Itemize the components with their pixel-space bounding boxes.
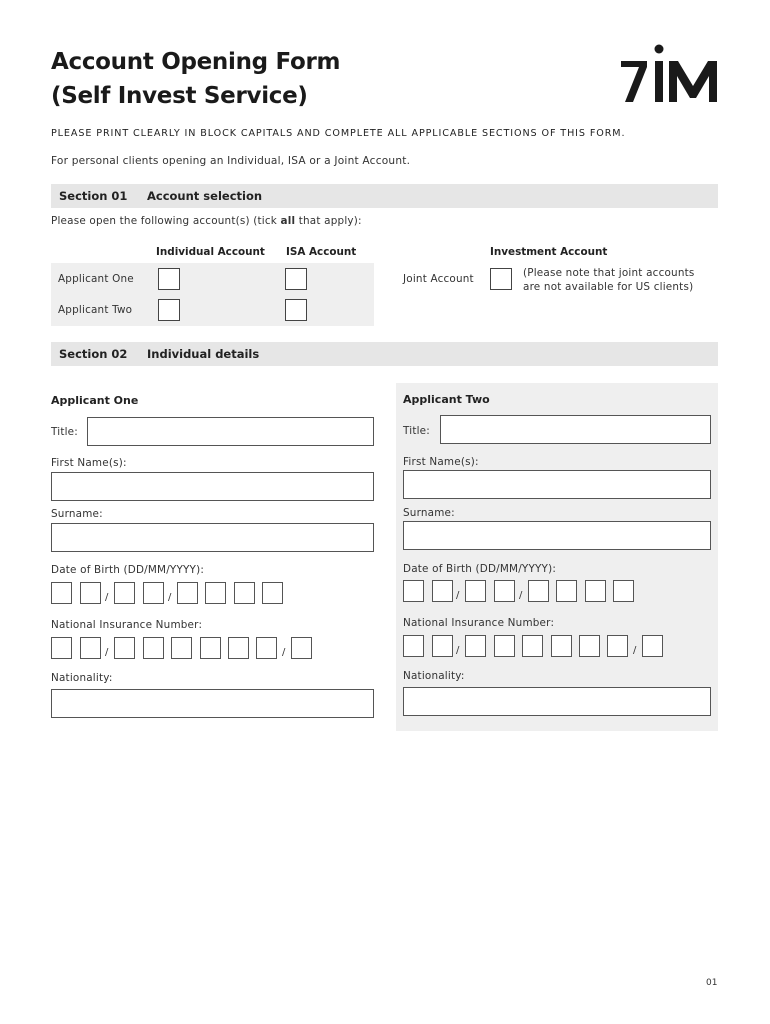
block-capitals-instruction: PLEASE PRINT CLEARLY IN BLOCK CAPITALS AND COMPLETE ALL APPLICABLE SECTIONS OF THIS FORM. bbox=[51, 128, 626, 139]
applicant-two-nationality-field[interactable] bbox=[403, 687, 711, 716]
applicant-one-ni-cell[interactable] bbox=[200, 637, 221, 659]
section-02-title: Individual details bbox=[147, 347, 260, 361]
applicant-two-dob-cell[interactable] bbox=[556, 580, 577, 602]
dob-separator: / bbox=[456, 590, 460, 601]
section-01-header bbox=[51, 184, 718, 208]
joint-account-note bbox=[523, 266, 695, 294]
applicant-one-first-name-field[interactable] bbox=[51, 472, 374, 501]
account-prompt-start: Please open the following account(s) (tick bbox=[51, 215, 281, 227]
account-prompt-end: that apply): bbox=[295, 215, 362, 227]
applicant-one-dob-cell[interactable] bbox=[51, 582, 72, 604]
applicant-two-dob-cell[interactable] bbox=[585, 580, 606, 602]
applicant-two-title-field[interactable] bbox=[440, 415, 711, 444]
applicant-two-ni-cell[interactable] bbox=[432, 635, 453, 657]
applicant-two-dob-cell[interactable] bbox=[528, 580, 549, 602]
applicant-two-dob-cell[interactable] bbox=[432, 580, 453, 602]
applicant-two-ni-cell[interactable] bbox=[642, 635, 663, 657]
applicant-two-ni-cell[interactable] bbox=[579, 635, 600, 657]
form-title-line2: (Self Invest Service) bbox=[51, 83, 308, 109]
ni-separator: / bbox=[105, 647, 109, 658]
applicant-one-ni-label: National Insurance Number: bbox=[51, 619, 203, 631]
applicant-two-first-name-field[interactable] bbox=[403, 470, 711, 499]
applicant-one-dob-cell[interactable] bbox=[80, 582, 101, 604]
applicant-one-ni-cell[interactable] bbox=[291, 637, 312, 659]
applicant-two-first-name-label: First Name(s): bbox=[403, 456, 479, 468]
applicant-one-ni-cell[interactable] bbox=[256, 637, 277, 659]
applicant-one-dob-cell[interactable] bbox=[114, 582, 135, 604]
page-number: 01 bbox=[706, 978, 718, 988]
applicant-one-dob-cell[interactable] bbox=[143, 582, 164, 604]
applicant-two-ni-label: National Insurance Number: bbox=[403, 617, 555, 629]
section-02-header bbox=[51, 342, 718, 366]
applicant-one-dob-cell[interactable] bbox=[177, 582, 198, 604]
applicant-one-first-name-label: First Name(s): bbox=[51, 457, 127, 469]
applicant-two-ni-cell[interactable] bbox=[403, 635, 424, 657]
applicant-two-isa-checkbox[interactable] bbox=[285, 299, 307, 321]
applicant-one-ni-cell[interactable] bbox=[51, 637, 72, 659]
applicant-two-dob-cell[interactable] bbox=[403, 580, 424, 602]
ni-separator: / bbox=[456, 645, 460, 656]
applicant-two-ni-cell[interactable] bbox=[551, 635, 572, 657]
applicant-one-dob-cell[interactable] bbox=[234, 582, 255, 604]
section-01-number: Section 01 bbox=[59, 189, 128, 203]
applicant-one-heading: Applicant One bbox=[51, 394, 139, 407]
applicant-one-nationality-label: Nationality: bbox=[51, 672, 113, 684]
section-02-number: Section 02 bbox=[59, 347, 128, 361]
joint-account-note-line2: are not available for US clients) bbox=[523, 281, 694, 293]
section-01-title: Account selection bbox=[147, 189, 263, 203]
applicant-one-ni-cell[interactable] bbox=[80, 637, 101, 659]
applicant-two-dob-cell[interactable] bbox=[613, 580, 634, 602]
applicant-two-dob-cell[interactable] bbox=[494, 580, 515, 602]
joint-account-note-line1: (Please note that joint accounts bbox=[523, 267, 695, 279]
applicant-two-surname-field[interactable] bbox=[403, 521, 711, 550]
ni-separator: / bbox=[282, 647, 286, 658]
applicant-two-ni-cell[interactable] bbox=[607, 635, 628, 657]
applicant-one-nationality-field[interactable] bbox=[51, 689, 374, 718]
applicant-two-ni-cell[interactable] bbox=[522, 635, 543, 657]
applicant-two-surname-label: Surname: bbox=[403, 507, 455, 519]
applicant-two-nationality-label: Nationality: bbox=[403, 670, 465, 682]
dob-separator: / bbox=[168, 592, 172, 603]
applicant-two-label: Applicant Two bbox=[58, 304, 133, 316]
applicant-one-ni-cell[interactable] bbox=[228, 637, 249, 659]
applicant-two-ni-cell[interactable] bbox=[494, 635, 515, 657]
dob-separator: / bbox=[105, 592, 109, 603]
applicant-one-dob-cell[interactable] bbox=[205, 582, 226, 604]
form-title bbox=[51, 45, 340, 113]
intro-text: For personal clients opening an Individual, ISA or a Joint Account. bbox=[51, 155, 411, 167]
form-title-line1: Account Opening Form bbox=[51, 49, 341, 75]
7im-logo bbox=[618, 40, 728, 108]
applicant-one-title-field[interactable] bbox=[87, 417, 374, 446]
applicant-two-ni-cell[interactable] bbox=[465, 635, 486, 657]
joint-account-checkbox[interactable] bbox=[490, 268, 512, 290]
investment-account-header: Investment Account bbox=[490, 246, 608, 258]
applicant-one-surname-field[interactable] bbox=[51, 523, 374, 552]
applicant-one-ni-cell[interactable] bbox=[171, 637, 192, 659]
applicant-two-dob-label: Date of Birth (DD/MM/YYYY): bbox=[403, 563, 557, 575]
account-prompt-emphasis: all bbox=[280, 215, 296, 227]
applicant-two-heading: Applicant Two bbox=[403, 393, 490, 406]
account-prompt bbox=[51, 215, 362, 227]
applicant-one-individual-checkbox[interactable] bbox=[158, 268, 180, 290]
applicant-two-dob-cell[interactable] bbox=[465, 580, 486, 602]
dob-separator: / bbox=[519, 590, 523, 601]
applicant-two-title-label: Title: bbox=[403, 425, 430, 437]
applicant-two-individual-checkbox[interactable] bbox=[158, 299, 180, 321]
applicant-one-ni-cell[interactable] bbox=[143, 637, 164, 659]
ni-separator: / bbox=[633, 645, 637, 656]
applicant-one-dob-label: Date of Birth (DD/MM/YYYY): bbox=[51, 564, 205, 576]
individual-account-header: Individual Account bbox=[156, 246, 265, 258]
applicant-one-title-label: Title: bbox=[51, 426, 78, 438]
applicant-one-surname-label: Surname: bbox=[51, 508, 103, 520]
applicant-one-dob-cell[interactable] bbox=[262, 582, 283, 604]
applicant-one-label: Applicant One bbox=[58, 273, 134, 285]
applicant-one-isa-checkbox[interactable] bbox=[285, 268, 307, 290]
applicant-one-ni-cell[interactable] bbox=[114, 637, 135, 659]
joint-account-label: Joint Account bbox=[403, 273, 474, 285]
isa-account-header: ISA Account bbox=[286, 246, 357, 258]
